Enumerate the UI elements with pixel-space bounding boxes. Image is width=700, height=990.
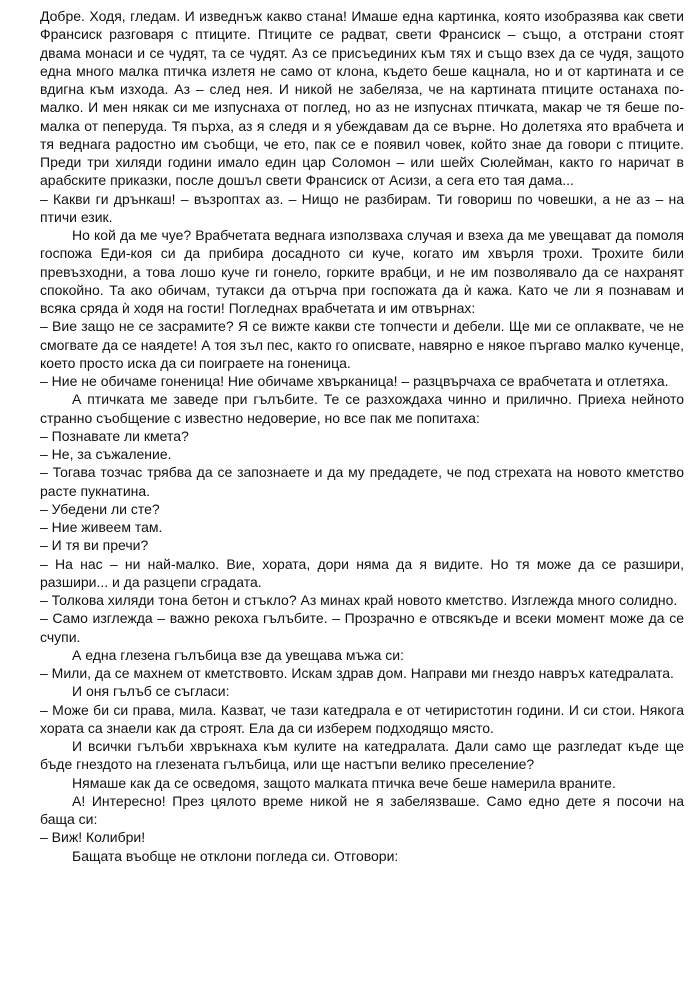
paragraph-22: А! Интересно! През цялото време никой не я забелязваше. Само едно дете я посочи на баща си: (40, 792, 684, 827)
paragraph-24: Бащата въобще не отклони погледа си. Отговори: (72, 847, 399, 864)
paragraph-1: Добре. Ходя, гледам. И изведнъж какво стана! Имаше една картинка, която изобразява как свети Франсиск разговаря с птиците. Птиците се радват, свети Франсиск – също, а отстрани стоят двама монаси и се чудят, та се чудят. Аз се присъединих към тях и също взех да се чудя, защото една много малка птичка излетя не само от клона, където беше кацнала, но и от картината и се вдигна към изхода. Аз – след нея. И никой не забеляза, че на картината птиците останаха по-малко. И мен някак си ме изпуснаха от поглед, но аз не изпуснах птичката, макар че тя беше по-малка от пеперуда. Тя пърха, аз я следя и я убеждавам да се върне. Но долетяха ято врабчета и тя веднага радостно им съобщи, че ето, пак се е появил човек, който знае да говори с птиците. Преди три хиляди години имало един цар Соломон – или шейх Сюлейман, както го наричат в арабските приказки, после дошъл свети Франсиск от Асизи, а сега ето тая дама... (40, 8, 684, 189)
paragraph-12: – И тя ви пречи? (40, 537, 149, 554)
paragraph-13: – На нас – ни най-малко. Вие, хората, дори няма да я видите. Но тя може да се разшири, разшири... и да разцепи сградата. (40, 555, 684, 590)
paragraph-11: – Ние живеем там. (40, 519, 163, 535)
paragraph-10: – Убедени ли сте? (40, 500, 160, 517)
paragraph-7: – Познавате ли кмета? (40, 427, 189, 444)
paragraph-21: Нямаше как да се осведомя, защото малката птичка вече беше намерила враните. (72, 774, 616, 791)
paragraph-5: – Ние не обичаме гоненица! Ние обичаме хвърканица! – разцвърчаха се врабчетата и отлетяха. (40, 373, 669, 389)
paragraph-3: Но кой да ме чуе? Врабчетата веднага използваха случая и взеха да ме увещават да помоля госпожа Еди-коя си да прибира досадното си куче, когато им хвърля трохи. Трохите били превъзходни, а това лошо куче ги гонело, горките врабци, и не им позволявало да се нахранят спокойно. Та ако обичам, тутакси да отърча при госпожата да ѝ кажа. Като че ли я познавам и всяка сряда ѝ ходя на гости! Погледнах врабчетата и им отвърнах: (40, 227, 684, 316)
paragraph-16: А една глезена гълъбица взе да увещава мъжа си: (72, 646, 405, 663)
paragraph-15: – Само изглежда – важно рекоха гълъбите. – Прозрачно е отвсякъде и всеки момент може да се счупи. (40, 610, 684, 645)
paragraph-14: – Толкова хиляди тона бетон и стъкло? Аз минах край новото кметство. Изглежда много солидно. (40, 592, 678, 608)
paragraph-8: – Не, за съжаление. (40, 446, 172, 462)
paragraph-9: – Тогава тозчас трябва да се запознаете и да му предадете, че под стрехата на новото кметство расте пукнатина. (40, 464, 684, 499)
paragraph-18: И оня гълъб се съгласи: (72, 683, 230, 700)
paragraph-20: И всички гълъби хвръкнаха към кулите на катедралата. Дали само ще разгледат къде ще бъде гнездото на глезената гълъбица, или ще настъпи велико преселение? (40, 738, 684, 773)
paragraph-4: – Вие защо не се засрамите? Я се вижте какви сте топчести и дебели. Ще ми се оплаквате, че не смогвате да се наядете! А тоя зъл пес, както го описвате, навярно е някое пъргаво малко кученце, което просто иска да си поиграете на гоненица. (40, 318, 684, 371)
paragraph-17: – Мили, да се махнем от кметствовто. Искам здрав дом. Направи ми гнездо навръх катедралата. (40, 665, 674, 681)
paragraph-6: А птичката ме заведе при гълъбите. Те се разхождаха чинно и прилично. Приеха нейното странно съобщение с известно недоверие, но все пак ме попитаха: (40, 391, 684, 426)
paragraph-23: – Виж! Колибри! (40, 829, 146, 846)
paragraph-19: – Може би си права, мила. Казват, че тази катедрала е от четиристотин години. И си стои. Някога хората са знаели как да строят. Ела да си изберем подходящо място. (40, 701, 684, 736)
paragraph-2: – Какви ги дрънкаш! – възроптах аз. – Нищо не разбирам. Ти говориш по човешки, а не аз – на птичи език. (40, 190, 684, 225)
